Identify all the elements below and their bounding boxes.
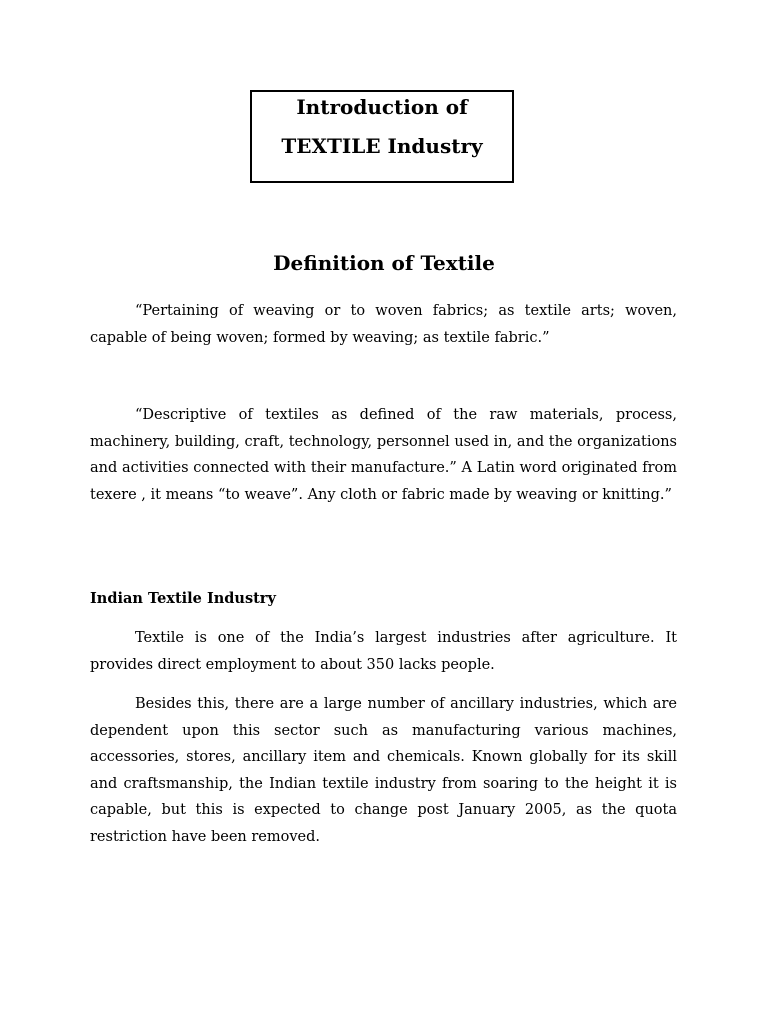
section-heading-definition: Definition of Textile — [273, 251, 495, 275]
paragraph-definition-1: “Pertaining of weaving or to woven fabrics; as textile arts; woven, capable of being woven; formed by weaving; as textile fabric.” — [90, 303, 677, 346]
paragraph-definition-2: “Descriptive of textiles as defined of the raw materials, process, machinery, building, craft, technology, personnel used in, and the organizations and activities connected with their manufacture.” A Latin word originated from texere , it means “to weave”. Any cloth or fabric made by weaving or knitting.” — [90, 407, 677, 503]
paragraph-industry-2: Besides this, there are a large number of ancillary industries, which are dependent upon this sector such as manufacturing various machines, accessories, stores, ancillary item and chemicals. Known globally for its skill and craftsmanship, the Indian textile industry from soaring to the height it is capable, but this is expected to change post January 2005, as the quota restriction have been removed. — [90, 696, 677, 845]
paragraph-industry-1: Textile is one of the India’s largest industries after agriculture. It provides direct employment to about 350 lacks people. — [90, 630, 677, 673]
title-box — [250, 90, 514, 183]
title-line-2: TEXTILE Industry — [281, 134, 483, 158]
subheading-indian-textile-industry: Indian Textile Industry — [90, 590, 276, 607]
title-line-1: Introduction of — [296, 95, 468, 119]
